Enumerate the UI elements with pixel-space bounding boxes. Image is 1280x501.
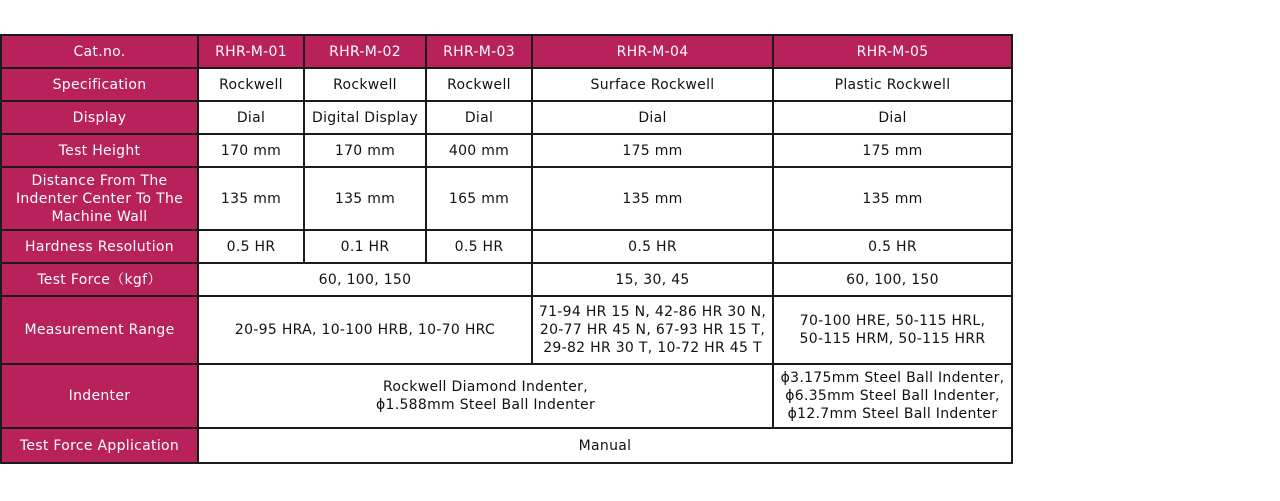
- cell-specification-m02: Rockwell: [304, 68, 426, 101]
- row-label-hardness-resolution: Hardness Resolution: [1, 230, 198, 263]
- row-label-measurement-range: Measurement Range: [1, 296, 198, 364]
- range-line: 29-82 HR 30 T, 10-72 HR 45 T: [543, 340, 762, 356]
- header-row: [1, 35, 1012, 68]
- cell-resolution-m03: 0.5 HR: [426, 230, 532, 263]
- indenter-line: Rockwell Diamond Indenter,: [383, 379, 588, 395]
- row-specification: [1, 68, 1012, 101]
- cell-range-m04: [532, 296, 773, 364]
- header-model-rhr-m-02: RHR-M-02: [304, 35, 426, 68]
- cell-display-m02: Digital Display: [304, 101, 426, 134]
- row-test-force-application: [1, 428, 1012, 463]
- range-line: 50-115 HRM, 50-115 HRR: [799, 331, 986, 347]
- cell-resolution-m04: 0.5 HR: [532, 230, 773, 263]
- range-line: 20-77 HR 45 N, 67-93 HR 15 T,: [539, 322, 766, 338]
- range-line: 71-94 HR 15 N, 42-86 HR 30 N,: [538, 304, 767, 320]
- cell-distance-m01: 135 mm: [198, 167, 304, 230]
- row-distance: [1, 167, 1012, 230]
- row-label-distance-line: Distance From The: [31, 172, 168, 189]
- header-model-rhr-m-05: RHR-M-05: [773, 35, 1012, 68]
- row-label-distance-line: Machine Wall: [51, 208, 148, 225]
- row-label-test-force-application: Test Force Application: [1, 428, 198, 463]
- cell-specification-m05: Plastic Rockwell: [773, 68, 1012, 101]
- header-model-rhr-m-01: RHR-M-01: [198, 35, 304, 68]
- cell-indenter-m05: [773, 364, 1012, 428]
- header-model-rhr-m-03: RHR-M-03: [426, 35, 532, 68]
- cell-specification-m04: Surface Rockwell: [532, 68, 773, 101]
- row-label-distance: [1, 167, 198, 230]
- cell-display-m01: Dial: [198, 101, 304, 134]
- specification-table: [0, 34, 1013, 464]
- cell-resolution-m05: 0.5 HR: [773, 230, 1012, 263]
- cell-test-force-m05: 60, 100, 150: [773, 263, 1012, 296]
- indenter-line: ϕ6.35mm Steel Ball Indenter,: [785, 388, 1000, 404]
- row-label-distance-line: Indenter Center To The: [15, 190, 184, 207]
- header-model-rhr-m-04: RHR-M-04: [532, 35, 773, 68]
- cell-test-height-m05: 175 mm: [773, 134, 1012, 167]
- row-label-indenter: Indenter: [1, 364, 198, 428]
- cell-test-force-application-all: Manual: [198, 428, 1012, 463]
- cell-test-height-m02: 170 mm: [304, 134, 426, 167]
- cell-range-m05: [773, 296, 1012, 364]
- cell-test-height-m01: 170 mm: [198, 134, 304, 167]
- row-measurement-range: [1, 296, 1012, 364]
- cell-resolution-m02: 0.1 HR: [304, 230, 426, 263]
- cell-test-force-m04: 15, 30, 45: [532, 263, 773, 296]
- indenter-line: ϕ3.175mm Steel Ball Indenter,: [780, 370, 1005, 386]
- row-label-test-height: Test Height: [1, 134, 198, 167]
- cell-test-force-m01-m03: 60, 100, 150: [198, 263, 532, 296]
- row-label-display: Display: [1, 101, 198, 134]
- cell-indenter-m01-m04: [198, 364, 773, 428]
- cell-display-m04: Dial: [532, 101, 773, 134]
- row-hardness-resolution: [1, 230, 1012, 263]
- row-indenter: [1, 364, 1012, 428]
- range-line: 70-100 HRE, 50-115 HRL,: [799, 313, 986, 329]
- indenter-line: ϕ1.588mm Steel Ball Indenter: [375, 397, 596, 413]
- cell-display-m05: Dial: [773, 101, 1012, 134]
- row-display: [1, 101, 1012, 134]
- row-label-test-force: Test Force（kgf）: [1, 263, 198, 296]
- cell-resolution-m01: 0.5 HR: [198, 230, 304, 263]
- cell-test-height-m03: 400 mm: [426, 134, 532, 167]
- cell-range-m01-m03: 20-95 HRA, 10-100 HRB, 10-70 HRC: [198, 296, 532, 364]
- cell-distance-m03: 165 mm: [426, 167, 532, 230]
- cell-test-height-m04: 175 mm: [532, 134, 773, 167]
- cell-display-m03: Dial: [426, 101, 532, 134]
- header-cat-no: Cat.no.: [1, 35, 198, 68]
- cell-distance-m04: 135 mm: [532, 167, 773, 230]
- cell-specification-m01: Rockwell: [198, 68, 304, 101]
- indenter-line: ϕ12.7mm Steel Ball Indenter: [787, 406, 998, 422]
- cell-distance-m05: 135 mm: [773, 167, 1012, 230]
- row-label-specification: Specification: [1, 68, 198, 101]
- cell-specification-m03: Rockwell: [426, 68, 532, 101]
- cell-distance-m02: 135 mm: [304, 167, 426, 230]
- row-test-force: [1, 263, 1012, 296]
- spec-table-wrapper: [0, 34, 1013, 464]
- row-test-height: [1, 134, 1012, 167]
